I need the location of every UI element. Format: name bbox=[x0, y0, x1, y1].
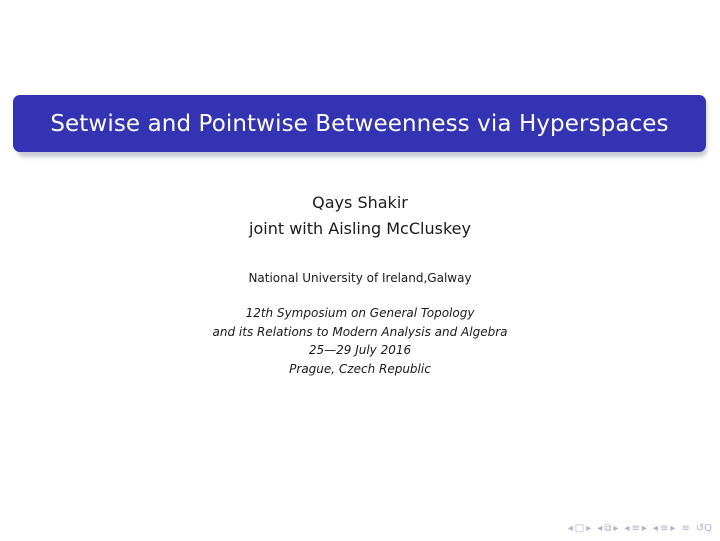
align-icon[interactable]: ≡ bbox=[681, 523, 690, 534]
arrow-right-icon[interactable]: ▸ bbox=[586, 523, 592, 534]
slide-title: Setwise and Pointwise Betweenness via Hyperspaces bbox=[50, 110, 669, 137]
subsection-icon[interactable]: ⧉ bbox=[604, 523, 612, 534]
date-line-4: Prague, Czech Republic bbox=[289, 361, 431, 376]
document-icon[interactable]: ≡ bbox=[659, 523, 669, 534]
arrow-right-icon[interactable]: ▸ bbox=[641, 523, 647, 534]
search-icon[interactable]: ↺Q bbox=[695, 523, 712, 534]
date-block bbox=[0, 304, 720, 378]
title-bar bbox=[13, 95, 706, 152]
nav-subsection-group bbox=[597, 524, 618, 534]
beamer-navigation bbox=[568, 524, 712, 534]
section-icon[interactable]: ≡ bbox=[631, 523, 640, 534]
nav-frame-group bbox=[568, 524, 592, 534]
arrow-right-icon[interactable]: ▸ bbox=[670, 523, 676, 534]
author-name: Qays Shakir bbox=[312, 193, 408, 212]
date-line-3: 25—29 July 2016 bbox=[308, 343, 412, 357]
arrow-left-icon[interactable]: ◂ bbox=[567, 523, 573, 534]
institute: National University of Ireland,Galway bbox=[248, 271, 472, 285]
arrow-left-icon[interactable]: ◂ bbox=[597, 523, 603, 534]
frame-icon[interactable]: □ bbox=[574, 523, 585, 534]
nav-section-group bbox=[624, 524, 646, 534]
arrow-right-icon[interactable]: ▸ bbox=[613, 523, 619, 534]
author-coauthor: joint with Aisling McCluskey bbox=[249, 219, 471, 238]
nav-document-group bbox=[653, 524, 675, 534]
date-line-2: and its Relations to Modern Analysis and Algebra bbox=[212, 324, 508, 339]
arrow-left-icon[interactable]: ◂ bbox=[652, 523, 658, 534]
arrow-left-icon[interactable]: ◂ bbox=[624, 523, 630, 534]
date-line-1: 12th Symposium on General Topology bbox=[245, 306, 475, 320]
author-block bbox=[0, 190, 720, 242]
